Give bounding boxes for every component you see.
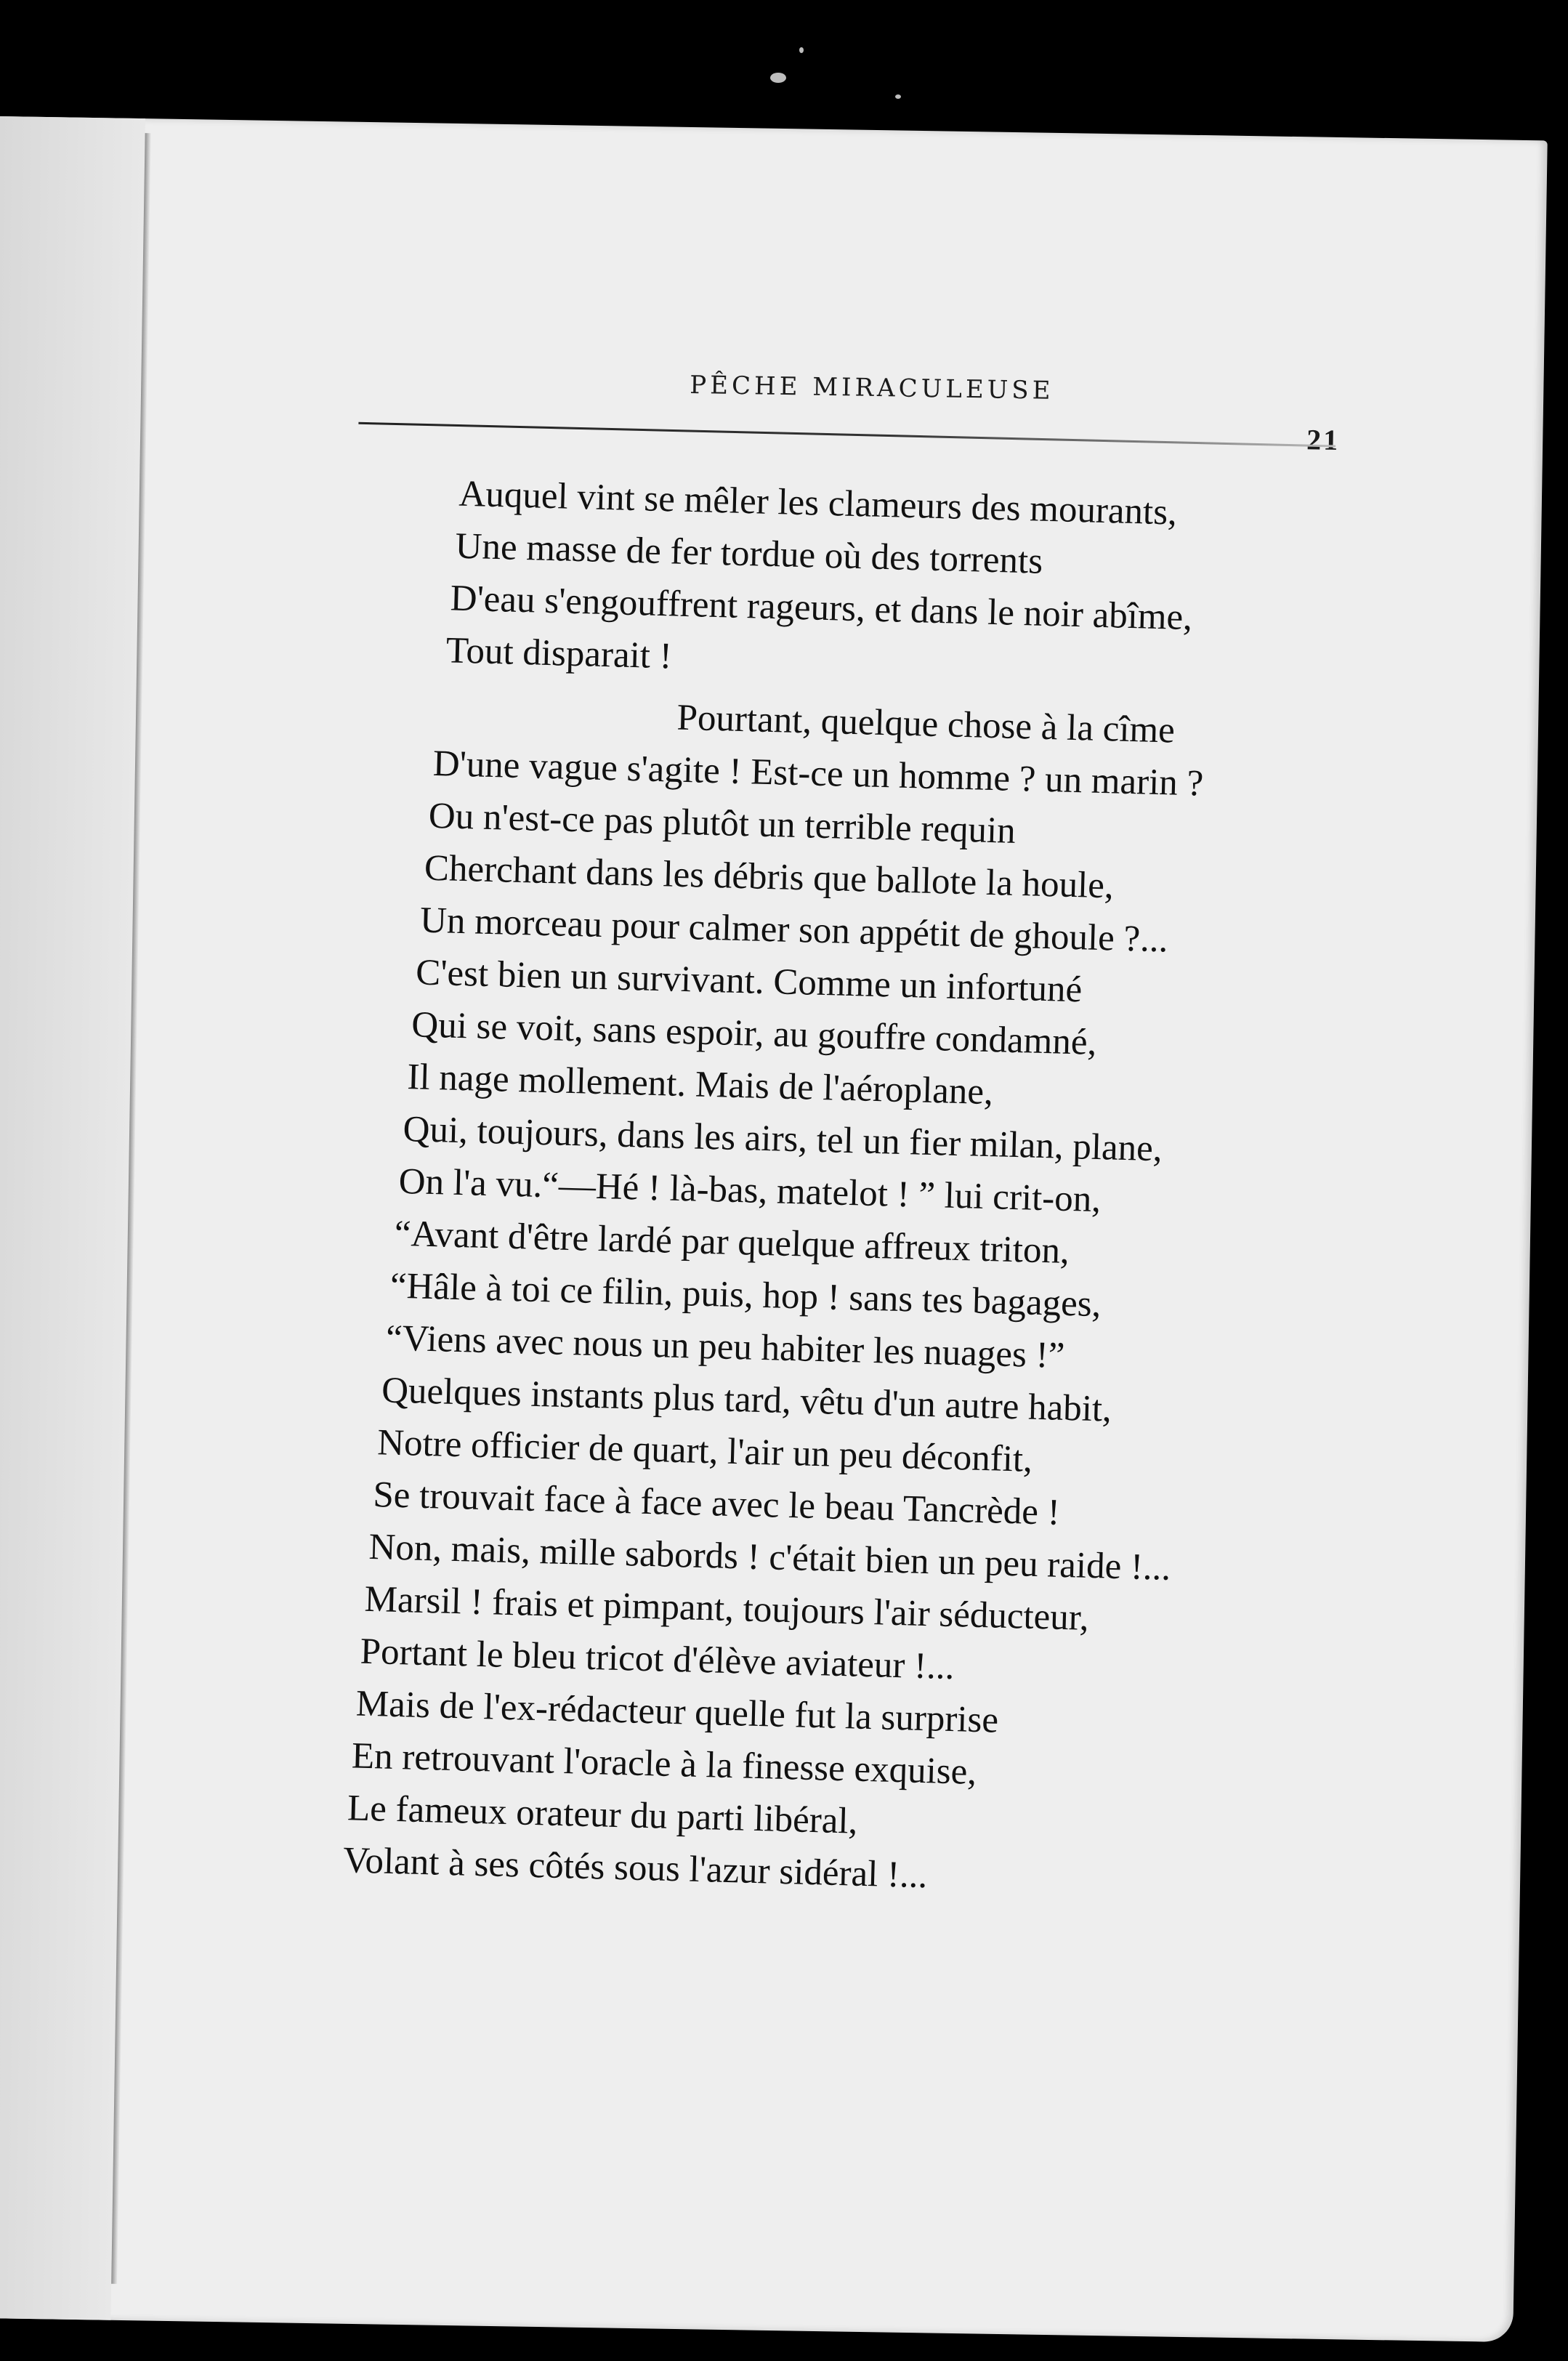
poem-line: “Hâle à toi ce filin, puis, hop ! sans tes bagages, — [389, 1265, 1102, 1325]
poem-line: C'est bien un survivant. Comme un infortuné — [415, 952, 1083, 1011]
poem-line: Non, mais, mille sabords ! c'était bien un peu raide !... — [368, 1526, 1171, 1589]
poem-line: Le fameux orateur du parti libéral, — [347, 1788, 859, 1842]
page-number: 21 — [1306, 423, 1341, 457]
poem-line: D'eau s'engouffrent rageurs, et dans le noir abîme, — [450, 578, 1193, 639]
poem-line: Notre officier de quart, l'air un peu déconfit, — [376, 1422, 1033, 1480]
poem-line: “Avant d'être lardé par quelque affreux triton, — [394, 1213, 1070, 1272]
poem-line: D'une vague s'agite ! Est-ce un homme ? un marin ? — [432, 743, 1204, 804]
poem-line: Volant à ses côtés sous l'azur sidéral !... — [342, 1840, 928, 1897]
poem-line: En retrouvant l'oracle à la finesse exquise, — [351, 1735, 977, 1793]
book-page — [0, 116, 1548, 2342]
dust-speck — [770, 73, 786, 83]
poem-line: Il nage mollement. Mais de l'aéroplane, — [406, 1057, 994, 1113]
poem-text — [0, 461, 1542, 1897]
poem-line: On l'a vu.“—Hé ! là-bas, matelot ! ” lui crit-on, — [398, 1161, 1102, 1221]
poem-line: Pourtant, quelque chose à la cîme — [676, 697, 1176, 751]
running-title: PÊCHE MIRACULEUSE — [689, 370, 1054, 405]
dust-speck — [799, 47, 804, 53]
header-rule — [358, 422, 1335, 448]
poem-line: Mais de l'ex-rédacteur quelle fut la surprise — [355, 1683, 999, 1741]
poem-line: Ou n'est-ce pas plutôt un terrible requin — [428, 795, 1017, 852]
poem-line: Qui se voit, sans espoir, au gouffre condamné, — [411, 1004, 1097, 1063]
poem-line: Qui, toujours, dans les airs, tel un fier milan, plane, — [402, 1108, 1163, 1170]
poem-line: Marsil ! frais et pimpant, toujours l'air séducteur, — [363, 1578, 1090, 1639]
poem-line: Se trouvait face à face avec le beau Tancrède ! — [372, 1474, 1061, 1533]
poem-line: “Viens avec nous un peu habiter les nuages !” — [385, 1317, 1065, 1376]
poem-line: Un morceau pour calmer son appétit de ghoule ?... — [419, 900, 1169, 961]
gutter-shadow — [0, 116, 145, 2320]
poem-line: Auquel vint se mêler les clameurs des mourants, — [458, 473, 1178, 533]
poem-line: Tout disparait ! — [445, 630, 673, 677]
poem-line: Cherchant dans les débris que ballote la houle, — [424, 847, 1115, 907]
poem-line: Une masse de fer tordue où des torrents — [454, 525, 1043, 582]
dust-speck — [895, 94, 901, 99]
poem-line: Portant le bleu tricot d'élève aviateur !... — [360, 1631, 955, 1688]
poem-line: Quelques instants plus tard, vêtu d'un autre habit, — [381, 1370, 1112, 1430]
